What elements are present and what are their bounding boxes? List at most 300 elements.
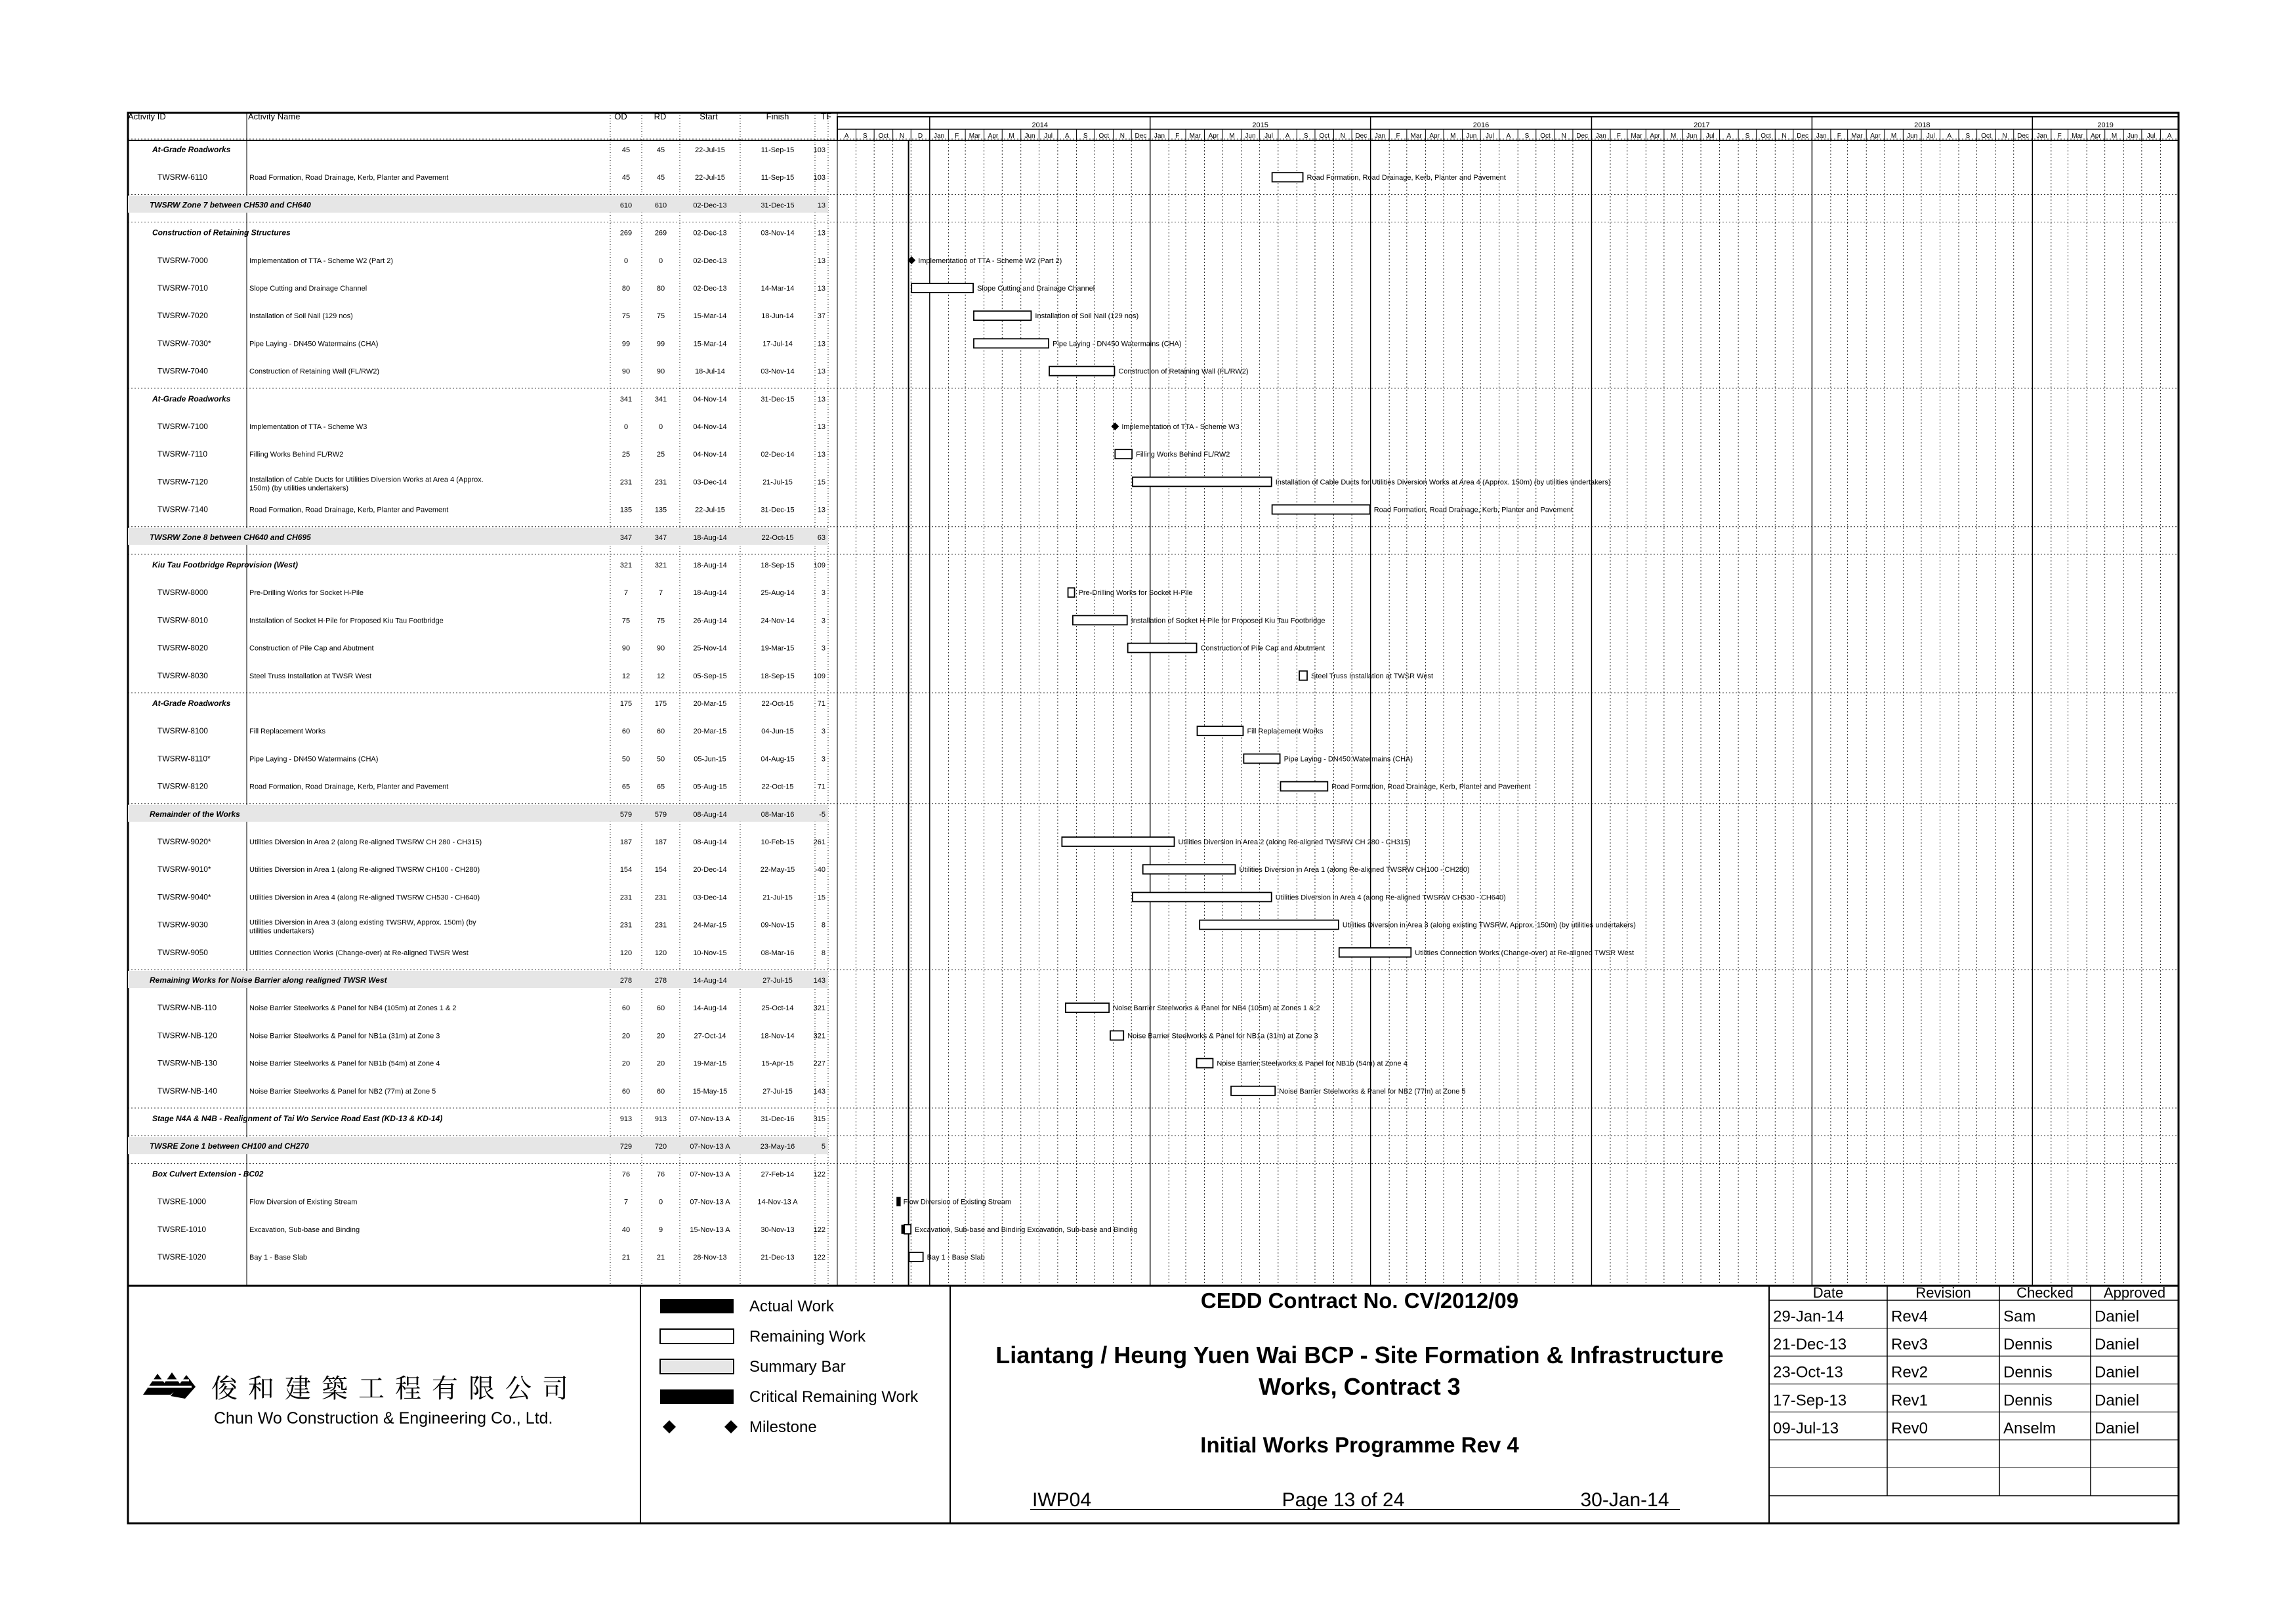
activity-id: TWSRW-9020* [157, 837, 211, 846]
activity-name: Installation of Socket H-Pile for Proposed Kiu Tau Footbridge [249, 617, 444, 625]
month-label: Dec [1135, 133, 1147, 140]
activity-id: At-Grade Roadworks [152, 394, 231, 403]
year-label: 2017 [1694, 121, 1710, 129]
month-label: A [1506, 133, 1511, 140]
activity-name: Road Formation, Road Drainage, Kerb, Planter and Pavement [249, 174, 449, 182]
activity-id: TWSRW-8000 [157, 588, 208, 598]
bar-label: Excavation, Sub-base and Binding Excavation, Sub-base and Binding [915, 1225, 1138, 1234]
revision-cell: Rev4 [1891, 1307, 1929, 1326]
finish-date: 08-Mar-16 [761, 949, 795, 957]
month-label: Dec [2017, 133, 2029, 140]
year-label: 2014 [1032, 121, 1049, 129]
remaining-work-bar [904, 1225, 911, 1234]
month-label: A [1947, 133, 1952, 140]
remaining-work-bar [1200, 920, 1339, 930]
remaining-work-bar [1198, 726, 1243, 735]
month-label: Mar [969, 133, 980, 140]
table-row [157, 948, 825, 957]
legend [660, 1298, 919, 1436]
month-label: Apr [2091, 133, 2101, 140]
total-float: 321 [813, 1004, 825, 1013]
remaining-work-bar [909, 1252, 923, 1262]
activity-name: Pipe Laying - DN450 Watermains (CHA) [249, 755, 379, 764]
start-date: 02-Dec-13 [693, 229, 727, 237]
original-duration: 187 [619, 838, 633, 846]
original-duration: 20 [621, 1032, 631, 1040]
activity-name: Pre-Drilling Works for Socket H-Pile [249, 589, 364, 598]
group-row [128, 1108, 2179, 1123]
activity-id: TWSRE Zone 1 between CH100 and CH270 [150, 1141, 309, 1151]
table-row [157, 505, 825, 514]
remaining-duration: 579 [654, 810, 667, 819]
total-float: 3 [821, 728, 825, 736]
start-date: 05-Sep-15 [693, 672, 727, 680]
table-row [157, 367, 825, 376]
activity-id: TWSRW-7140 [157, 504, 208, 514]
revision-cell: Sam [2003, 1307, 2036, 1326]
month-label: Apr [1429, 133, 1440, 140]
total-float: 109 [813, 562, 825, 569]
activity-name: Installation of Soil Nail (129 nos) [249, 312, 353, 321]
start-date: 15-May-15 [692, 1087, 728, 1096]
table-row [157, 754, 825, 763]
remaining-work-bar [1110, 1031, 1123, 1040]
original-duration: 231 [619, 478, 633, 487]
activity-name: 150m) (by utilities undertakers) [249, 484, 349, 493]
table-row [157, 644, 825, 653]
activity-id: TWSRW-7030* [157, 339, 211, 348]
activity-id: Kiu Tau Footbridge Reprovision (West) [152, 560, 298, 569]
original-duration: 40 [621, 1225, 631, 1234]
activity-name: Noise Barrier Steelworks & Panel for NB2 (77m) at Zone 5 [249, 1087, 436, 1096]
month-label: Dec [1355, 133, 1367, 140]
table-row [157, 1059, 825, 1068]
table-row [157, 837, 825, 846]
company-name-zh: 俊和建築工程有限公司 [211, 1374, 579, 1403]
month-label: N [899, 133, 905, 140]
bar-label: Utilities Diversion in Area 1 (along Re-aligned TWSRW CH100 - CH280) [1239, 866, 1470, 874]
total-float: 3 [821, 617, 825, 625]
bar-label: Installation of Socket H-Pile for Proposed Kiu Tau Footbridge [1131, 617, 1325, 625]
activity-id: Box Culvert Extension - BC02 [152, 1169, 264, 1179]
start-date: 07-Nov-13 A [690, 1198, 730, 1206]
activity-id: At-Grade Roadworks [152, 699, 231, 708]
total-float: 261 [813, 838, 825, 846]
legend-milestone-icon [724, 1420, 738, 1433]
start-date: 02-Dec-13 [693, 257, 727, 265]
remaining-duration: 60 [656, 1004, 665, 1013]
activity-name: Road Formation, Road Drainage, Kerb, Planter and Pavement [249, 506, 449, 514]
activity-name: Noise Barrier Steelworks & Panel for NB1a (31m) at Zone 3 [249, 1032, 440, 1040]
summary-row [128, 804, 2179, 822]
activity-name: Slope Cutting and Drainage Channel [249, 285, 367, 293]
month-label: M [2111, 133, 2118, 140]
month-label: Apr [988, 133, 999, 140]
month-label: S [862, 133, 867, 140]
activity-id: TWSRW Zone 7 between CH530 and CH640 [150, 200, 311, 210]
month-label: N [1340, 133, 1345, 140]
start-date: 14-Aug-14 [693, 977, 727, 985]
revision-cell: Rev0 [1891, 1419, 1929, 1437]
revision-cell: 23-Oct-13 [1773, 1363, 1843, 1382]
milestone-marker [1111, 422, 1119, 430]
finish-date: 31-Dec-15 [761, 506, 795, 514]
bar-label: Bay 1 - Base Slab [927, 1254, 985, 1262]
remaining-duration: 12 [656, 672, 665, 680]
table-row [157, 919, 825, 935]
bar-label: Utilities Connection Works (Change-over) at Re-aligned TWSR West [1415, 949, 1635, 957]
activity-id: TWSRW-NB-140 [157, 1086, 217, 1096]
remaining-duration: 610 [654, 201, 667, 210]
table-row [157, 865, 825, 874]
original-duration: 913 [619, 1115, 633, 1123]
month-label: Jun [1466, 133, 1477, 140]
summary-row [128, 970, 2179, 988]
original-duration: 610 [619, 201, 633, 210]
original-duration: 321 [619, 562, 633, 569]
table-row [157, 1225, 825, 1234]
remaining-work-bar [1197, 1059, 1213, 1068]
total-float: 8 [821, 921, 825, 930]
start-date: 19-Mar-15 [693, 1059, 727, 1068]
remaining-duration: 231 [654, 478, 667, 487]
total-float: 63 [817, 533, 825, 542]
remaining-duration: 7 [658, 589, 663, 598]
activity-name: Implementation of TTA - Scheme W2 (Part 2) [249, 257, 394, 265]
col-tf: TF [821, 112, 831, 121]
original-duration: 7 [623, 1198, 629, 1206]
month-label: Jan [1374, 133, 1385, 140]
bar-label: Filling Works Behind FL/RW2 [1136, 451, 1230, 459]
total-float: -40 [815, 866, 825, 874]
activity-table [128, 139, 2179, 1262]
table-row [157, 422, 825, 431]
start-date: 03-Dec-14 [693, 478, 727, 487]
bar-label: Implementation of TTA - Scheme W3 [1121, 423, 1240, 431]
total-float: 71 [817, 783, 825, 791]
finish-date: 04-Aug-15 [761, 755, 795, 764]
revision-cell: Anselm [2003, 1419, 2056, 1437]
month-label: Apr [1208, 133, 1219, 140]
month-label: Mar [2072, 133, 2083, 140]
original-duration: 347 [619, 533, 633, 542]
month-label: Oct [878, 133, 889, 140]
remaining-duration: 135 [654, 506, 667, 514]
total-float: 71 [817, 700, 825, 708]
total-float: 13 [817, 257, 825, 265]
start-date: 15-Mar-14 [693, 340, 727, 348]
col-activity-name: Activity Name [248, 112, 301, 121]
project-title-line2: Works, Contract 3 [1259, 1373, 1461, 1400]
original-duration: 45 [621, 146, 631, 154]
activity-id: TWSRW-8100 [157, 726, 208, 736]
col-start: Start [699, 112, 718, 121]
remaining-duration: 175 [654, 700, 667, 708]
revision-cell: Rev1 [1891, 1391, 1929, 1410]
remaining-work-bar [1299, 671, 1307, 680]
month-label: Oct [1761, 133, 1771, 140]
bar-label: Utilities Diversion in Area 2 (along Re-aligned TWSRW CH 280 - CH315) [1178, 838, 1411, 846]
remaining-duration: 65 [656, 783, 665, 791]
activity-id: TWSRW-8020 [157, 643, 208, 653]
original-duration: 50 [621, 755, 631, 764]
month-label: N [1119, 133, 1125, 140]
finish-date: 31-Dec-16 [761, 1115, 795, 1123]
activity-id: TWSRW-9040* [157, 892, 211, 902]
remaining-duration: 45 [656, 174, 665, 182]
legend-actual-label: Actual Work [749, 1298, 834, 1315]
original-duration: 75 [621, 617, 631, 625]
start-date: 18-Aug-14 [693, 562, 727, 569]
remaining-work-bar [1339, 948, 1411, 957]
bar-label: Utilities Diversion in Area 3 (along existing TWSRW, Approx. 150m) (by utilities undertakers) [1342, 921, 1636, 930]
activity-id: Stage N4A & N4B - Realignment of Tai Wo Service Road East (KD-13 & KD-14) [152, 1114, 443, 1123]
finish-date: 03-Nov-14 [761, 367, 795, 376]
legend-milestone-label: Milestone [749, 1418, 817, 1436]
activity-name: Utilities Connection Works (Change-over) at Re-aligned TWSR West [249, 949, 469, 957]
total-float: 13 [817, 395, 825, 403]
original-duration: 45 [621, 174, 631, 182]
original-duration: 0 [623, 257, 629, 265]
month-label: F [1616, 133, 1621, 140]
table-row [157, 173, 825, 182]
bar-label: Noise Barrier Steelworks & Panel for NB1b (54m) at Zone 4 [1217, 1059, 1408, 1068]
original-duration: 21 [621, 1254, 631, 1262]
start-date: 20-Mar-15 [693, 728, 727, 736]
original-duration: 729 [619, 1143, 633, 1151]
month-label: Mar [1851, 133, 1863, 140]
start-date: 28-Nov-13 [693, 1254, 727, 1262]
activity-id: TWSRW-7000 [157, 255, 208, 265]
table-row [157, 588, 825, 597]
finish-date: 27-Feb-14 [761, 1170, 795, 1179]
bar-label: Road Formation, Road Drainage, Kerb, Planter and Pavement [1306, 174, 1506, 182]
activity-name: Construction of Retaining Wall (FL/RW2) [249, 367, 380, 376]
month-label: A [1064, 133, 1070, 140]
month-label: Jul [1264, 133, 1273, 140]
total-float: 5 [821, 1143, 825, 1151]
activity-name: utilities undertakers) [249, 927, 314, 935]
total-float: 15 [817, 894, 825, 902]
month-label: S [1083, 133, 1088, 140]
remaining-work-bar [1133, 892, 1272, 901]
total-float: 103 [813, 146, 825, 154]
revision-cell: Dennis [2003, 1363, 2053, 1382]
activity-name: Excavation, Sub-base and Binding [249, 1225, 360, 1234]
original-duration: 341 [619, 395, 633, 403]
start-date: 05-Aug-15 [693, 783, 727, 791]
remaining-duration: 187 [654, 838, 667, 846]
month-label: Oct [1098, 133, 1110, 140]
start-date: 27-Oct-14 [694, 1032, 726, 1040]
finish-date: 15-Apr-15 [761, 1059, 794, 1068]
month-label: Mar [1189, 133, 1201, 140]
month-label: Jul [1485, 133, 1494, 140]
total-float: 13 [817, 285, 825, 293]
remaining-duration: 321 [654, 562, 667, 569]
month-label: F [1396, 133, 1400, 140]
activity-name: Road Formation, Road Drainage, Kerb, Planter and Pavement [249, 783, 449, 791]
month-label: Jun [1024, 133, 1035, 140]
total-float: 13 [817, 423, 825, 431]
month-label: Jun [1686, 133, 1698, 140]
total-float: 13 [817, 229, 825, 237]
start-date: 26-Aug-14 [693, 617, 727, 625]
month-label: F [955, 133, 959, 140]
total-float: -5 [819, 810, 825, 819]
legend-remaining-label: Remaining Work [749, 1328, 866, 1346]
total-float: 321 [813, 1032, 825, 1040]
finish-date: 22-May-15 [760, 866, 795, 874]
month-label: Jan [1154, 133, 1165, 140]
company-block [143, 1372, 579, 1428]
original-duration: 60 [621, 1087, 631, 1096]
total-float: 109 [813, 672, 825, 680]
remaining-work-bar [1231, 1086, 1275, 1096]
bar-label: Installation of Soil Nail (129 nos) [1035, 312, 1139, 321]
activity-name: Utilities Diversion in Area 1 (along Re-aligned TWSRW CH100 - CH280) [249, 866, 480, 874]
month-label: Jun [1907, 133, 1918, 140]
remaining-duration: 231 [654, 921, 667, 930]
finish-date: 11-Sep-15 [761, 174, 795, 182]
remaining-work-bar [1281, 782, 1328, 791]
start-date: 08-Aug-14 [693, 810, 727, 819]
original-duration: 231 [619, 894, 633, 902]
month-label: M [1670, 133, 1677, 140]
bar-label: Flow Diversion of Existing Stream [903, 1198, 1012, 1206]
start-date: 14-Aug-14 [693, 1004, 727, 1013]
bar-label: Pre-Drilling Works for Socket H-Pile [1078, 589, 1193, 598]
revision-cell: Daniel [2095, 1307, 2140, 1326]
table-row [157, 1252, 825, 1262]
group-row [128, 554, 2179, 569]
month-label: Oct [1540, 133, 1551, 140]
start-date: 15-Mar-14 [693, 312, 727, 321]
finish-date: 19-Mar-15 [761, 644, 795, 653]
remaining-work-bar [974, 339, 1049, 348]
start-date: 08-Aug-14 [693, 838, 727, 846]
activity-id: TWSRW-7100 [157, 422, 208, 431]
col-rd: RD [654, 112, 667, 121]
activity-id: TWSRW-7040 [157, 366, 208, 376]
original-duration: 175 [619, 700, 633, 708]
revision-header-cell: Approved [2103, 1284, 2166, 1301]
activity-id: TWSRW-NB-110 [157, 1003, 217, 1013]
year-label: 2019 [2097, 121, 2114, 129]
activity-name: Utilities Diversion in Area 4 (along Re-aligned TWSRW CH530 - CH640) [249, 894, 480, 902]
remaining-duration: 75 [656, 312, 665, 321]
table-row [157, 1031, 825, 1040]
total-float: 143 [813, 977, 825, 985]
month-label: N [1561, 133, 1566, 140]
total-float: 13 [817, 340, 825, 348]
finish-date: 17-Jul-14 [762, 340, 793, 348]
revision-cell: 17-Sep-13 [1773, 1391, 1847, 1410]
page-number: Page 13 of 24 [1282, 1489, 1405, 1511]
total-float: 13 [817, 367, 825, 376]
activity-name: Implementation of TTA - Scheme W3 [249, 423, 367, 431]
bar-label: Noise Barrier Steelworks & Panel for NB4 (105m) at Zones 1 & 2 [1113, 1004, 1320, 1013]
remaining-duration: 45 [656, 146, 665, 154]
remaining-duration: 60 [656, 728, 665, 736]
remaining-work-bar [1068, 588, 1075, 597]
table-row [157, 671, 825, 680]
total-float: 103 [813, 174, 825, 182]
finish-date: 03-Nov-14 [761, 229, 795, 237]
month-label: D [917, 133, 923, 140]
month-label: Jul [1926, 133, 1935, 140]
year-label: 2015 [1252, 121, 1268, 129]
group-row [128, 388, 2179, 403]
year-label: 2018 [1914, 121, 1931, 129]
activity-name: Bay 1 - Base Slab [249, 1254, 308, 1262]
start-date: 18-Jul-14 [695, 367, 725, 376]
month-label: Mar [1410, 133, 1422, 140]
activity-id: Remainder of the Works [150, 809, 240, 819]
finish-date: 23-May-16 [760, 1143, 795, 1151]
total-float: 143 [813, 1087, 825, 1096]
activity-id: TWSRE-1010 [157, 1224, 207, 1234]
summary-row [128, 1136, 2179, 1154]
finish-date: 14-Mar-14 [761, 285, 795, 293]
original-duration: 90 [621, 644, 631, 653]
month-label: F [1175, 133, 1180, 140]
bar-label: Noise Barrier Steelworks & Panel for NB2 (77m) at Zone 5 [1279, 1087, 1466, 1096]
month-label: Jan [1816, 133, 1827, 140]
bar-label: Noise Barrier Steelworks & Panel for NB1a (31m) at Zone 3 [1127, 1032, 1318, 1040]
start-date: 18-Aug-14 [693, 589, 727, 598]
finish-date: 27-Jul-15 [762, 977, 793, 985]
finish-date: 22-Oct-15 [761, 700, 794, 708]
start-date: 22-Jul-15 [695, 174, 725, 182]
original-duration: 231 [619, 921, 633, 930]
contract-number: CEDD Contract No. CV/2012/09 [1200, 1288, 1519, 1313]
revision-cell: Daniel [2095, 1336, 2140, 1354]
total-float: 8 [821, 949, 825, 957]
table-row [157, 311, 825, 320]
bar-label: Road Formation, Road Drainage, Kerb, Planter and Pavement [1373, 506, 1573, 514]
total-float: 122 [813, 1254, 825, 1262]
revision-cell: Rev3 [1891, 1336, 1929, 1354]
remaining-work-bar [1272, 505, 1370, 514]
revision-header-cell: Date [1812, 1284, 1844, 1301]
total-float: 13 [817, 451, 825, 459]
activity-id: TWSRW-7020 [157, 311, 208, 321]
table-row [157, 892, 825, 901]
original-duration: 20 [621, 1059, 631, 1068]
start-date: 04-Nov-14 [693, 395, 727, 403]
total-float: 13 [817, 201, 825, 210]
activity-id: TWSRW-7010 [157, 283, 208, 293]
remaining-work-bar [1133, 477, 1272, 486]
legend-summary-label: Summary Bar [749, 1358, 846, 1376]
col-od: OD [614, 112, 627, 121]
activity-id: TWSRW-8110* [157, 754, 211, 764]
activity-name: Installation of Cable Ducts for Utilities Diversion Works at Area 4 (Approx. [249, 476, 484, 484]
bar-label: Slope Cutting and Drainage Channel [977, 285, 1095, 293]
remaining-duration: 0 [658, 1198, 663, 1206]
legend-critical-swatch [660, 1389, 734, 1404]
remaining-duration: 21 [656, 1254, 665, 1262]
year-label: 2016 [1472, 121, 1490, 129]
finish-date: 10-Feb-15 [761, 838, 795, 846]
start-date: 10-Nov-15 [693, 949, 727, 957]
activity-id: TWSRW-7110 [157, 449, 208, 459]
table-row [157, 726, 825, 735]
start-date: 05-Jun-15 [694, 755, 726, 764]
start-date: 15-Nov-13 A [690, 1225, 730, 1234]
month-label: Jan [2036, 133, 2047, 140]
